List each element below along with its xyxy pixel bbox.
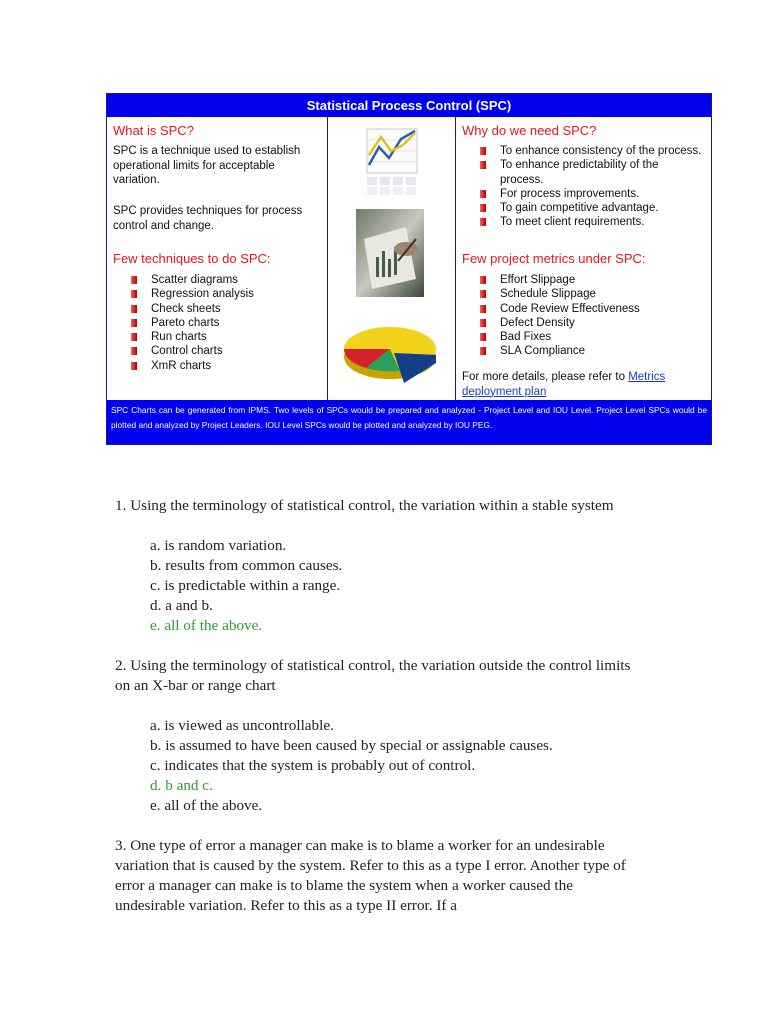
list-item: Check sheets (129, 302, 254, 316)
spc-footer-note: SPC Charts can be generated from IPMS. Two levels of SPCs would be prepared and analyzed - Project Level and IOU Level. Project Level SPCs would be plotted and analyzed by Project Leaders. IOU Level SPCs would be plotted and analyzed by IOU PEG. (107, 400, 711, 444)
list-item: To gain competitive advantage. (478, 201, 703, 215)
answer-option: c. is predictable within a range. (150, 577, 341, 594)
answer-option: c. indicates that the system is probably out of control. (150, 757, 476, 774)
why-spc-heading: Why do we need SPC? (462, 123, 597, 138)
why-spc-list (478, 144, 703, 230)
answer-option: d. a and b. (150, 597, 213, 614)
list-item: Regression analysis (129, 287, 254, 301)
more-details-text (462, 370, 687, 399)
list-item: For process improvements. (478, 187, 703, 201)
answer-options (150, 716, 635, 816)
what-is-spc-heading: What is SPC? (113, 123, 194, 138)
list-item: SLA Compliance (478, 344, 640, 358)
question-text: 1. Using the terminology of statistical control, the variation within a stable system (115, 497, 614, 514)
techniques-list (129, 273, 254, 373)
answer-option: b. is assumed to have been caused by special or assignable causes. (150, 737, 553, 754)
line-chart-icon (361, 125, 421, 197)
metrics-deployment-plan-link[interactable]: Metrics deployment plan (462, 371, 666, 398)
spc-infobox (106, 93, 712, 445)
spc-provides-text: SPC provides techniques for process control and change. (113, 205, 303, 232)
list-item: Code Review Effectiveness (478, 302, 640, 316)
answer-option: a. is viewed as uncontrollable. (150, 717, 334, 734)
question-text: 2. Using the terminology of statistical control, the variation outside the control limits on an X-bar or range chart (115, 657, 631, 694)
spc-left-column (107, 117, 328, 400)
metrics-list (478, 273, 640, 359)
list-item: Pareto charts (129, 316, 254, 330)
details-prefix: For more details, please refer to (462, 371, 629, 383)
list-item: Scatter diagrams (129, 273, 254, 287)
answer-option: a. is random variation. (150, 537, 287, 554)
metrics-heading: Few project metrics under SPC: (462, 251, 646, 266)
list-item: Defect Density (478, 316, 640, 330)
correct-answer-option: e. all of the above. (150, 617, 263, 634)
pie-chart-icon (340, 307, 440, 387)
spc-image-column (328, 117, 456, 400)
list-item: Bad Fixes (478, 330, 640, 344)
spc-title: Statistical Process Control (SPC) (107, 94, 711, 117)
list-item: Control charts (129, 344, 254, 358)
list-item: XmR charts (129, 359, 254, 373)
spc-columns (107, 117, 711, 400)
spc-right-column (456, 117, 711, 400)
answer-options (150, 536, 635, 636)
list-item: Effort Slippage (478, 273, 640, 287)
question-text: 3. One type of error a manager can make is to blame a worker for an undesirable variation that is caused by the system. Refer to this as a type I error. Another type of error a manager can make is to blame the system when a worker caused the undesirable variation. Refer to this as a type II error. If a (115, 837, 626, 914)
chart-printout-photo (356, 209, 424, 297)
techniques-heading: Few techniques to do SPC: (113, 251, 271, 266)
questions-section (115, 496, 635, 936)
correct-answer-option: d. b and c. (150, 777, 213, 794)
list-item: Schedule Slippage (478, 287, 640, 301)
what-is-spc-text: SPC is a technique used to establish operational limits for acceptable variation. (113, 145, 301, 186)
list-item: Run charts (129, 330, 254, 344)
list-item: To meet client requirements. (478, 215, 703, 229)
answer-option: e. all of the above. (150, 797, 263, 814)
list-item: To enhance predictability of the process. (478, 158, 703, 187)
list-item: To enhance consistency of the process. (478, 144, 703, 158)
answer-option: b. results from common causes. (150, 557, 343, 574)
